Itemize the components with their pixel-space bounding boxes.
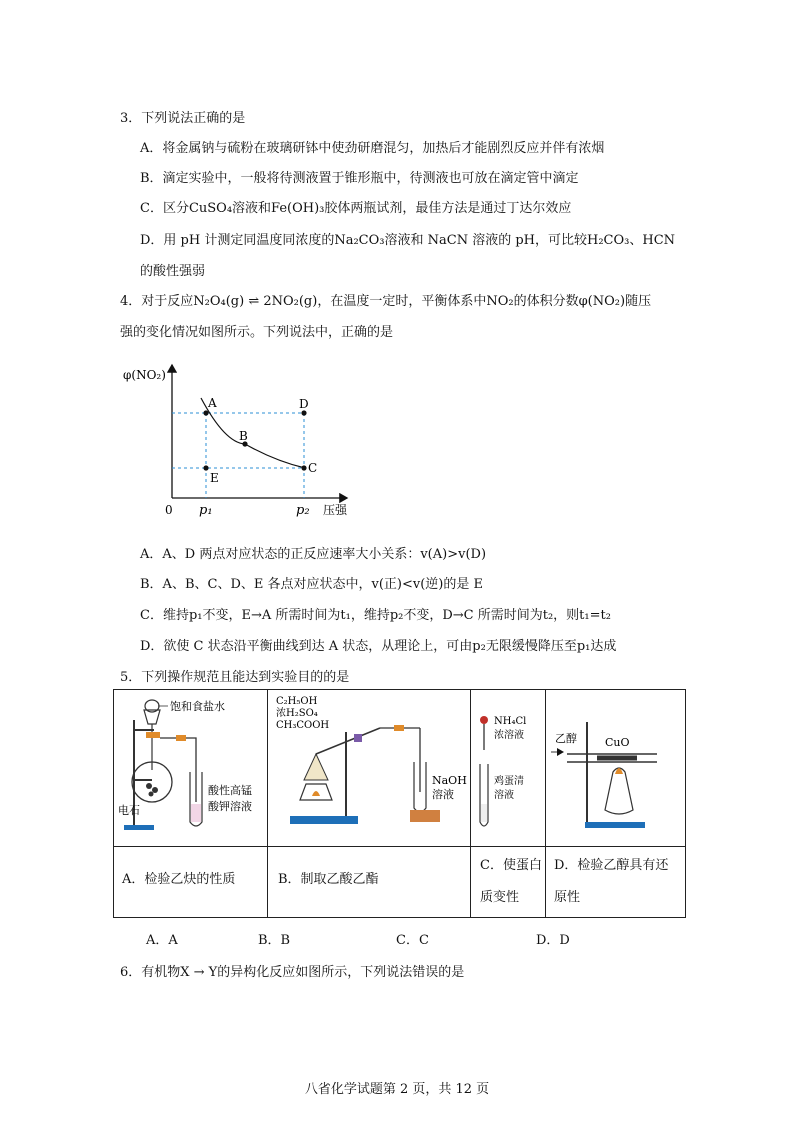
label-e: E [210, 471, 219, 485]
point-c [301, 465, 306, 470]
label-saturated-brine: 饱和食盐水 [170, 700, 225, 713]
q5-choice-c: C．C [396, 933, 429, 948]
tick-p1: p₁ [199, 503, 213, 518]
tick-p2: p₂ [296, 503, 310, 518]
caption-c-line2: 质变性 [480, 890, 520, 905]
q4-option-b: B．A、B、C、D、E 各点对应状态中，v(正)<v(逆)的是 E [140, 577, 483, 592]
apparatus-d [547, 692, 683, 844]
apparatus-a [116, 692, 266, 844]
page-footer: 八省化学试题第 2 页，共 12 页 [304, 1082, 490, 1097]
q3-stem: 3．下列说法正确的是 [120, 111, 246, 126]
q3-option-d-line2: 的酸性强弱 [140, 264, 206, 279]
q6-stem: 6．有机物X → Y的异构化反应如图所示，下列说法错误的是 [120, 965, 465, 980]
label-kmno4-2: 酸钾溶液 [208, 800, 252, 813]
label-a: A [208, 396, 217, 410]
pressure-graph [115, 355, 355, 525]
q4-stem-line2: 强的变化情况如图所示。下列说法中，正确的是 [120, 325, 394, 340]
label-cuo: CuO [605, 736, 630, 749]
q3-option-a: A．将金属钠与硫粉在玻璃研钵中使劲研磨混匀，加热后才能剧烈反应并伴有浓烟 [140, 141, 605, 156]
label-solution: 溶液 [432, 788, 454, 801]
apparatus-b [270, 692, 468, 844]
q3-option-c: C．区分CuSO₄溶液和Fe(OH)₃胶体两瓶试剂，最佳方法是通过丁达尔效应 [140, 201, 572, 216]
x-axis-label: 压强 [323, 503, 348, 517]
label-b: B [239, 429, 248, 443]
q3-option-d-line1: D．用 pH 计测定同温度同浓度的Na₂CO₃溶液和 NaCN 溶液的 pH，可比较H₂CO₃、HCN [140, 233, 676, 248]
q5-choice-b: B．B [258, 933, 291, 948]
origin-label: 0 [165, 503, 173, 517]
q3-option-b: B．滴定实验中，一般将待测液置于锥形瓶中，待测液也可放在滴定管中滴定 [140, 171, 579, 186]
table-divider [114, 846, 685, 847]
apparatus-c [472, 692, 544, 844]
caption-a: A．检验乙炔的性质 [122, 872, 236, 887]
label-egg-solution: 溶液 [494, 790, 514, 801]
label-acetic-acid: CH₃COOH [276, 720, 330, 731]
label-d: D [299, 397, 309, 411]
q4-option-c: C．维持p₁不变，E→A 所需时间为t₁，维持p₂不变，D→C 所需时间为t₂，则t₁=t₂ [140, 608, 611, 623]
q5-stem: 5．下列操作规范且能达到实验目的的是 [120, 670, 350, 685]
label-nh4cl: NH₄Cl [494, 716, 527, 727]
caption-d-line1: D．检验乙醇具有还 [554, 858, 669, 873]
point-a [203, 410, 208, 415]
label-concentrated: 浓溶液 [494, 730, 524, 741]
table-divider [545, 690, 546, 917]
point-d [301, 410, 306, 415]
label-c: C [308, 461, 318, 475]
label-ethanol-d: 乙醇 [555, 732, 577, 745]
label-sulfuric-acid: 浓H₂SO₄ [276, 708, 318, 719]
table-divider [470, 690, 471, 917]
caption-d-line2: 原性 [554, 890, 581, 905]
table-divider [267, 690, 268, 917]
caption-b: B．制取乙酸乙酯 [278, 872, 379, 887]
label-calcium-carbide: 电石 [118, 804, 140, 817]
q5-choice-a: A．A [146, 933, 178, 948]
q4-option-a: A．A、D 两点对应状态的正反应速率大小关系：v(A)>v(D) [140, 547, 487, 562]
q5-choice-d: D．D [536, 933, 570, 948]
apparatus-table [113, 689, 686, 918]
label-ethanol: C₂H₅OH [276, 696, 318, 707]
label-egg-white: 鸡蛋清 [494, 776, 524, 787]
label-naoh: NaOH [432, 774, 467, 787]
q4-option-d: D．欲使 C 状态沿平衡曲线到达 A 状态，从理论上，可由p₂无限缓慢降压至p₁达成 [140, 639, 617, 654]
label-kmno4-1: 酸性高锰 [208, 784, 252, 797]
y-axis-label: φ(NO₂) [123, 368, 166, 382]
q4-stem-line1: 4．对于反应N₂O₄(g) ⇌ 2NO₂(g)，在温度一定时，平衡体系中NO₂的体积分数φ(NO₂)随压 [120, 294, 652, 309]
caption-c-line1: C．使蛋白 [480, 858, 542, 873]
point-e [203, 465, 208, 470]
